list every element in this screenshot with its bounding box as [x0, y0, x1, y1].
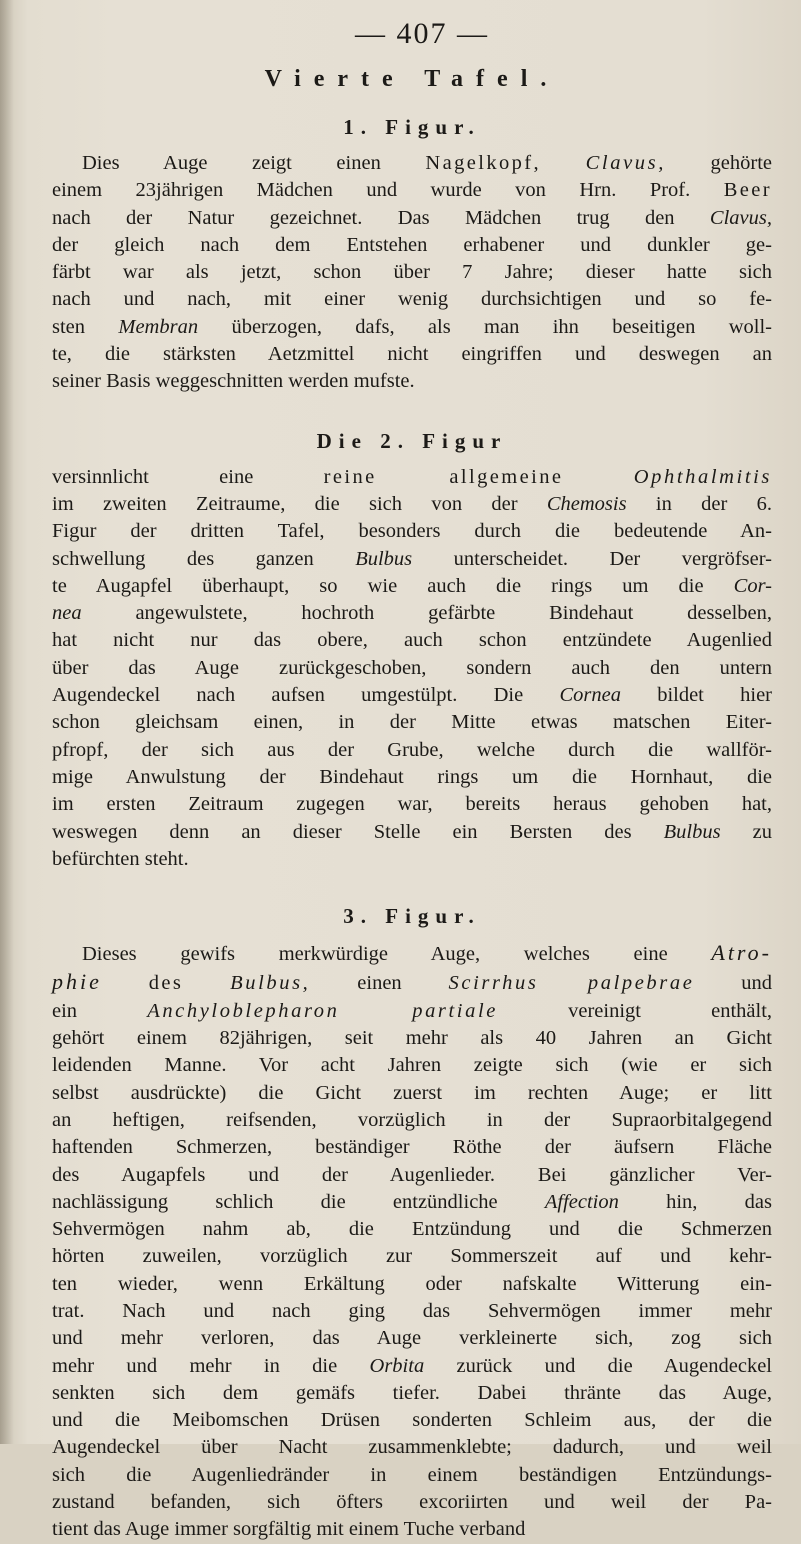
- text-line: [52, 1407, 772, 1434]
- text-segment: Affection: [544, 1190, 619, 1213]
- text-line: [52, 1434, 772, 1461]
- text-segment: in der 6.: [626, 492, 772, 515]
- text-segment: sten: [52, 315, 119, 338]
- text-line: [52, 1080, 772, 1107]
- figure-3-heading: 3. Figur.: [343, 904, 481, 929]
- text-line: [52, 846, 772, 873]
- text-segment: phie: [52, 969, 102, 995]
- text-segment: reine allgemeine: [323, 465, 564, 488]
- text-segment: Dies Auge zeigt einen: [82, 152, 426, 174]
- text-line: [52, 205, 772, 232]
- text-segment: te Augapfel überhaupt, so wie auch die rings um die: [52, 574, 734, 597]
- text-segment: einen: [310, 972, 449, 995]
- figure-1-paragraph: [52, 150, 772, 396]
- text-line: [52, 1462, 772, 1489]
- text-segment: Anchyloblepharon partiale: [147, 999, 498, 1022]
- text-segment: Scirrhus palpebrae: [448, 972, 695, 995]
- text-line: [52, 259, 772, 286]
- text-segment: zurück und die Augendeckel: [424, 1354, 773, 1377]
- text-line: [52, 791, 772, 818]
- text-line: [52, 1107, 772, 1134]
- text-segment: gehörte: [665, 152, 772, 174]
- text-segment: Membran: [118, 315, 199, 338]
- text-segment: mehr und mehr in die: [52, 1354, 370, 1377]
- text-line: [52, 1516, 772, 1543]
- text-segment: seiner Basis weggeschnitten werden mufste.: [52, 370, 415, 393]
- figure-3-paragraph: [52, 939, 772, 1544]
- text-line: [52, 518, 772, 545]
- text-segment: selbst ausdrückte) die Gicht zuerst im rechten Auge; er litt: [52, 1081, 772, 1104]
- text-segment: haftenden Schmerzen, beständiger Röthe der äufsern Fläche: [52, 1136, 772, 1159]
- text-line: [52, 627, 772, 654]
- text-line: [52, 177, 772, 204]
- text-segment: Clavus,: [709, 206, 772, 229]
- text-line: [52, 968, 772, 997]
- text-line: [52, 709, 772, 736]
- text-line: [52, 1298, 772, 1325]
- text-segment: Ophthalmitis: [633, 465, 772, 488]
- text-segment: hat nicht nur das obere, auch schon entzündete Augenlied: [52, 629, 772, 652]
- text-segment: weswegen denn an dieser Stelle ein Bersten des: [52, 820, 664, 843]
- text-segment: Orbita: [369, 1354, 425, 1377]
- text-segment: Augendeckel nach aufsen umgestülpt. Die: [52, 684, 560, 707]
- text-segment: Figur der dritten Tafel, besonders durch die bedeutende An-: [52, 520, 772, 543]
- text-segment: leidenden Manne. Vor acht Jahren zeigte sich (wie er sich: [52, 1054, 772, 1077]
- text-segment: [102, 972, 149, 994]
- text-line: [52, 1216, 772, 1243]
- text-line: [52, 737, 772, 764]
- text-segment: nachlässigung schlich die entzündliche: [52, 1190, 545, 1213]
- text-line: [52, 232, 772, 259]
- text-segment: te, die stärksten Aetzmittel nicht eingriffen und deswegen an: [52, 343, 772, 366]
- text-segment: gehört einem 82jährigen, seit mehr als 40 Jahren an Gicht: [52, 1027, 772, 1050]
- text-line: [52, 764, 772, 791]
- text-line: [52, 655, 772, 682]
- text-segment: und mehr verloren, das Auge verkleinerte sich, zog sich: [52, 1327, 772, 1350]
- text-segment: senkten sich dem gemäfs tiefer. Dabei thränte das Auge,: [52, 1381, 772, 1404]
- figure-2-paragraph: [52, 464, 772, 873]
- text-segment: Augendeckel über Nacht zusammenklebte; dadurch, und weil: [52, 1436, 772, 1459]
- text-segment: Bulbus: [663, 820, 721, 843]
- text-segment: Bulbus: [355, 547, 413, 570]
- text-line: [52, 1271, 772, 1298]
- binding-shadow: [0, 0, 14, 1444]
- text-line: [52, 1025, 772, 1052]
- text-segment: färbt war als jetzt, schon über 7 Jahre; dieser hatte sich: [52, 261, 772, 284]
- text-segment: pfropf, der sich aus der Grube, welche durch die wallför-: [52, 738, 772, 761]
- text-segment: und: [694, 972, 773, 995]
- text-line: [52, 1243, 772, 1270]
- text-segment: mige Anwulstung der Bindehaut rings um die Hornhaut, die: [52, 765, 772, 788]
- text-segment: des Augapfels und der Augenlieder. Bei gänzlicher Ver-: [52, 1163, 772, 1186]
- text-line: [52, 1353, 772, 1380]
- text-segment: befürchten steht.: [52, 847, 189, 870]
- text-line: [52, 286, 772, 313]
- text-line: [52, 1134, 772, 1161]
- figure-2-heading: Die 2. Figur: [316, 428, 508, 453]
- text-segment: Atro-: [711, 940, 772, 966]
- text-line: [52, 1052, 772, 1079]
- text-line: [52, 1380, 772, 1407]
- text-segment: überzogen, dafs, als man ihn beseitigen woll-: [198, 315, 772, 338]
- text-segment: schwellung des ganzen: [52, 547, 356, 570]
- text-segment: [183, 972, 230, 994]
- text-segment: im ersten Zeitraum zugegen war, bereits heraus gehoben hat,: [52, 793, 772, 816]
- text-line: [52, 464, 772, 491]
- text-line: [52, 1189, 772, 1216]
- text-line: [52, 1325, 772, 1352]
- page-number: — 407 —: [355, 17, 489, 50]
- text-segment: nea: [52, 602, 82, 625]
- text-segment: Beer: [723, 179, 772, 202]
- text-segment: nach der Natur gezeichnet. Das Mädchen trug den: [52, 206, 710, 229]
- text-line: [52, 491, 772, 518]
- text-segment: unterscheidet. Der vergröfser-: [412, 547, 772, 570]
- text-segment: ein: [52, 999, 148, 1022]
- text-segment: Clavus,: [585, 152, 666, 174]
- text-segment: angewulstete, hochroth gefärbte Bindehaut desselben,: [81, 602, 772, 625]
- text-line: [52, 368, 772, 395]
- text-segment: einem 23jährigen Mädchen und wurde von Hrn. Prof.: [52, 179, 724, 202]
- text-line: [52, 819, 772, 846]
- text-segment: und die Meibomschen Drüsen sonderten Schleim aus, der die: [52, 1409, 772, 1432]
- text-line: [52, 1162, 772, 1189]
- table-title: Vierte Tafel.: [264, 66, 560, 92]
- text-line: [52, 939, 772, 968]
- text-segment: tient das Auge immer sorgfältig mit einem Tuche verband: [52, 1518, 526, 1541]
- text-segment: hin, das: [618, 1190, 772, 1213]
- text-segment: im zweiten Zeitraume, die sich von der: [52, 492, 547, 515]
- text-line: [52, 314, 772, 341]
- text-line: [52, 341, 772, 368]
- text-segment: Dieses gewifs merkwürdige Auge, welches eine: [82, 943, 712, 966]
- text-segment: über das Auge zurückgeschoben, sondern auch den untern: [52, 656, 772, 679]
- text-segment: bildet hier: [620, 684, 772, 707]
- text-segment: zustand befanden, sich öfters excoriirten und weil der Pa-: [52, 1491, 772, 1514]
- text-segment: Sehvermögen nahm ab, die Entzündung und die Schmerzen: [52, 1218, 772, 1241]
- text-segment: zu: [720, 820, 772, 843]
- text-line: [52, 546, 772, 573]
- text-segment: schon gleichsam einen, in der Mitte etwas matschen Eiter-: [52, 711, 772, 734]
- text-segment: vereinigt enthält,: [497, 999, 773, 1022]
- text-segment: [563, 466, 633, 488]
- text-line: [52, 150, 772, 177]
- text-segment: des: [148, 972, 184, 995]
- text-segment: Cornea: [559, 684, 621, 707]
- text-line: [52, 682, 772, 709]
- text-segment: Bulbus,: [230, 972, 311, 995]
- text-segment: hörten zuweilen, vorzüglich zur Sommerszeit auf und kehr-: [52, 1245, 772, 1268]
- text-segment: Nagelkopf,: [425, 152, 542, 174]
- page-content: [52, 14, 772, 1544]
- text-segment: ten wieder, wenn Erkältung oder nafskalte Witterung ein-: [52, 1272, 772, 1295]
- text-segment: Chemosis: [546, 492, 627, 515]
- text-line: [52, 600, 772, 627]
- text-segment: an heftigen, reifsenden, vorzüglich in der Supraorbitalgegend: [52, 1108, 772, 1131]
- text-segment: trat. Nach und nach ging das Sehvermögen immer mehr: [52, 1299, 772, 1322]
- text-segment: sich die Augenliedränder in einem beständigen Entzündungs-: [52, 1463, 772, 1486]
- text-segment: nach und nach, mit einer wenig durchsichtigen und so fe-: [52, 288, 772, 311]
- text-segment: Cor-: [733, 574, 772, 597]
- text-line: [52, 998, 772, 1025]
- text-segment: [541, 152, 586, 174]
- text-segment: versinnlicht eine: [52, 465, 324, 488]
- text-segment: der gleich nach dem Entstehen erhabener und dunkler ge-: [52, 233, 772, 256]
- text-line: [52, 573, 772, 600]
- figure-1-heading: 1. Figur.: [343, 115, 481, 139]
- text-line: [52, 1489, 772, 1516]
